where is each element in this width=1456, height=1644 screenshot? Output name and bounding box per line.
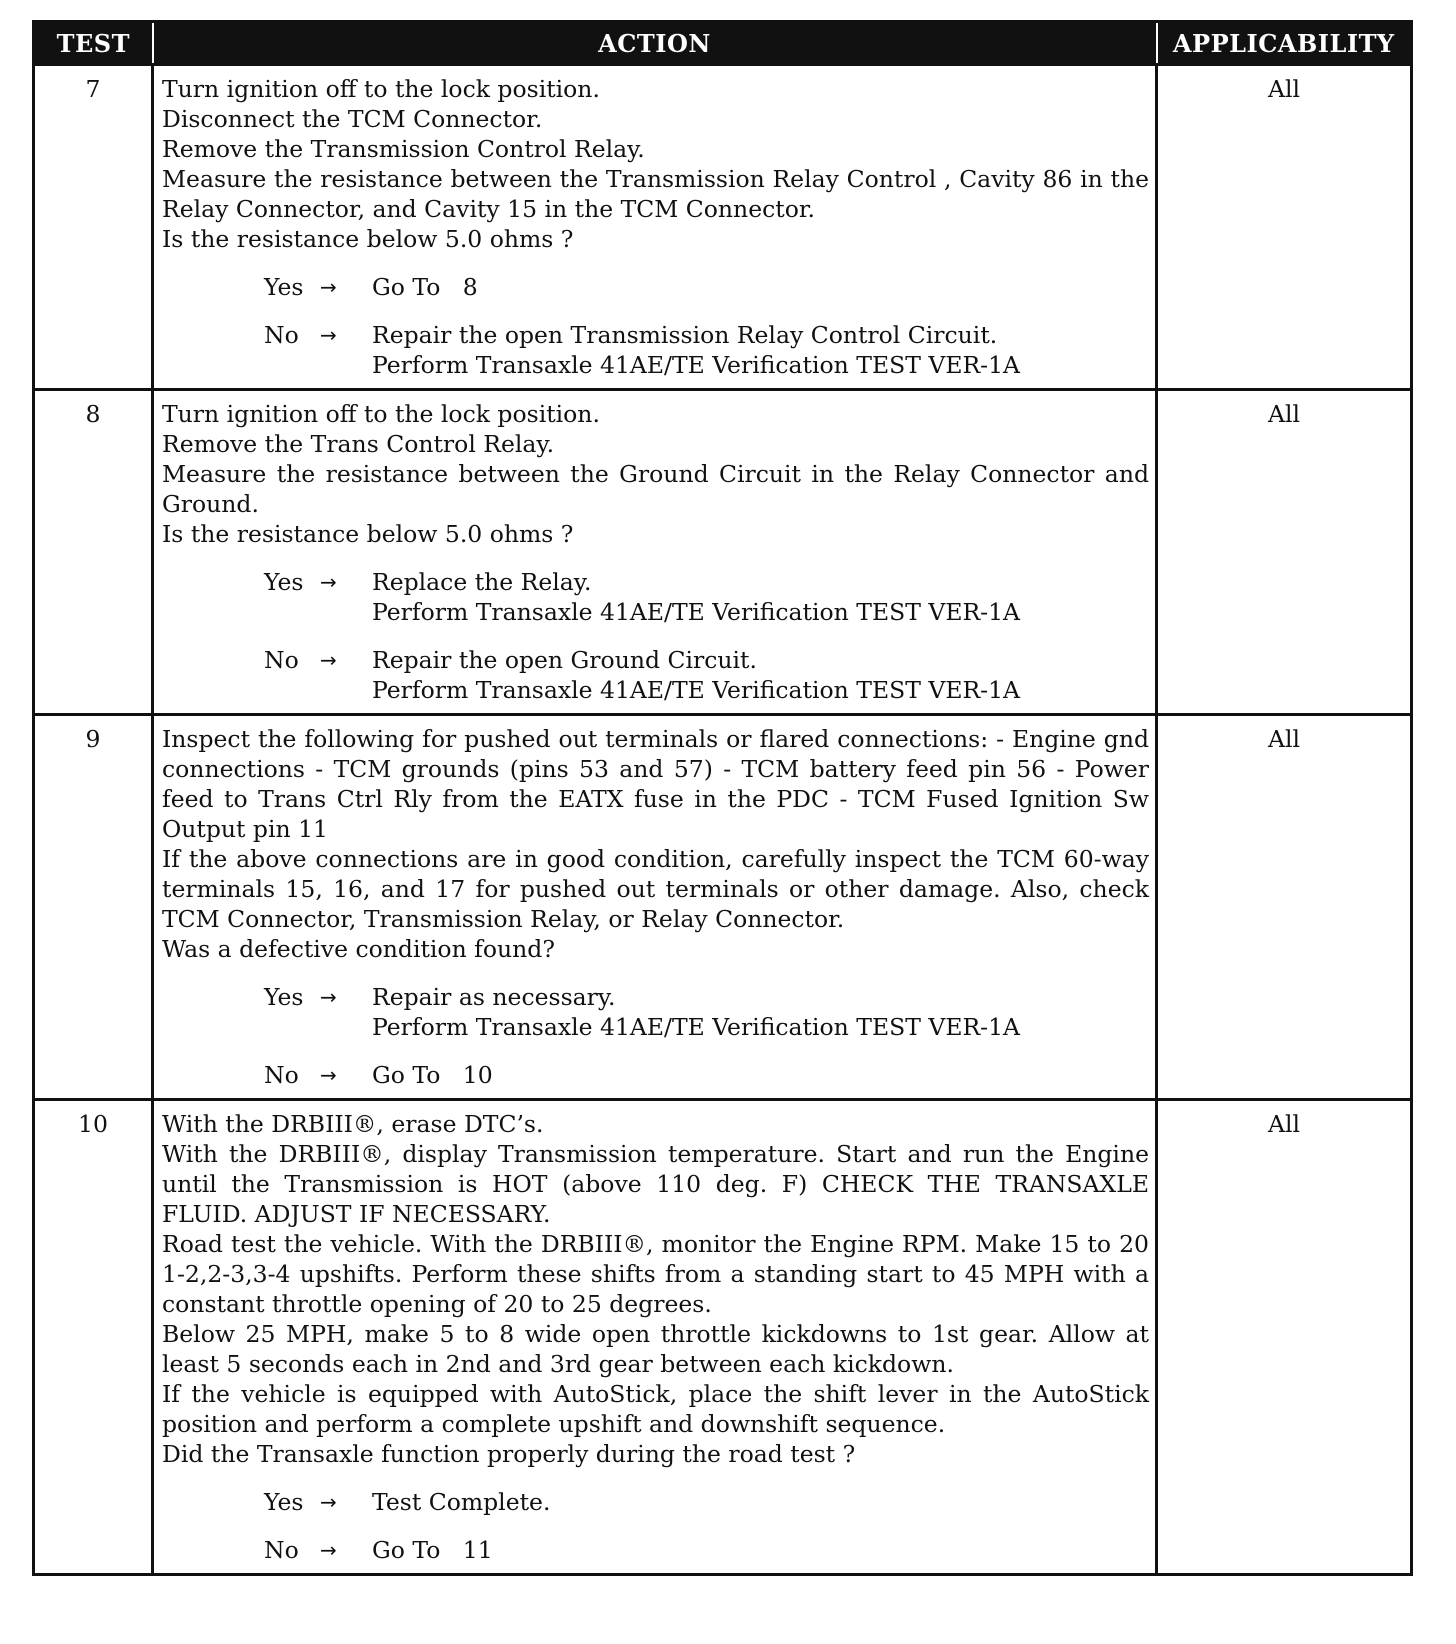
outcome-no — [264, 645, 1149, 705]
outcome-yes — [264, 1487, 1149, 1517]
action-text: Inspect the following for pushed out terminals or flared connections: - Engine gnd connections - TCM grounds (pins 53 and 57) - TCM battery feed pin 56 - Power feed to Trans Ctrl Rly from the EATX fuse in the PDC - TCM Fused Ignition Sw Output pin 11 — [162, 725, 1149, 843]
outcome-line: Replace the Relay. — [372, 568, 592, 596]
outcome-no — [264, 1535, 1149, 1565]
arrow-right-icon: → — [320, 648, 337, 672]
outcome-label: No — [264, 646, 299, 674]
action-text: Did the Transaxle function properly during the road test ? — [162, 1440, 856, 1468]
outcome-label: No — [264, 1536, 299, 1564]
outcome-label: Yes — [264, 983, 304, 1011]
outcome-text — [372, 1487, 1149, 1517]
outcome-list — [162, 1487, 1149, 1565]
action-cell — [153, 65, 1157, 390]
action-text: Was a defective condition found? — [162, 935, 555, 963]
arrow-right-icon: → — [320, 1063, 337, 1087]
action-cell — [153, 715, 1157, 1100]
outcome-line: Test Complete. — [372, 1488, 551, 1516]
arrow-right-icon: → — [320, 323, 337, 347]
arrow-right-icon: → — [320, 275, 337, 299]
action-text: Remove the Trans Control Relay. — [162, 430, 555, 458]
action-text: Remove the Transmission Control Relay. — [162, 135, 645, 163]
arrow-right-icon: → — [320, 985, 337, 1009]
test-number: 8 — [34, 390, 153, 715]
outcome-list — [162, 272, 1149, 380]
outcome-text — [372, 982, 1149, 1042]
arrow-right-icon: → — [320, 1538, 337, 1562]
outcome-text — [372, 567, 1149, 627]
test-row — [34, 1100, 1412, 1575]
test-row — [34, 715, 1412, 1100]
outcome-no — [264, 320, 1149, 380]
action-text: Measure the resistance between the Ground Circuit in the Relay Connector and Ground. — [162, 460, 1149, 518]
applicability-value: All — [1157, 390, 1412, 715]
outcome-list — [162, 567, 1149, 705]
test-number: 7 — [34, 65, 153, 390]
outcome-text — [372, 1535, 1149, 1565]
outcome-yes — [264, 272, 1149, 302]
action-cell — [153, 390, 1157, 715]
outcome-label: No — [264, 321, 299, 349]
test-number: 9 — [34, 715, 153, 1100]
header-action: ACTION — [153, 22, 1157, 65]
action-text: Turn ignition off to the lock position. — [162, 75, 600, 103]
test-row — [34, 390, 1412, 715]
action-text: Disconnect the TCM Connector. — [162, 105, 543, 133]
header-applicability: APPLICABILITY — [1157, 22, 1412, 65]
table-header — [34, 22, 1412, 65]
outcome-list — [162, 982, 1149, 1090]
header-test: TEST — [34, 22, 153, 65]
outcome-text — [372, 1060, 1149, 1090]
action-text: If the vehicle is equipped with AutoStick, place the shift lever in the AutoStick position and perform a complete upshift and downshift sequence. — [162, 1380, 1149, 1438]
outcome-text — [372, 645, 1149, 705]
outcome-line: Perform Transaxle 41AE/TE Verification TEST VER-1A — [372, 598, 1021, 626]
outcome-no — [264, 1060, 1149, 1090]
outcome-line: Repair the open Ground Circuit. — [372, 646, 757, 674]
outcome-line: Perform Transaxle 41AE/TE Verification TEST VER-1A — [372, 351, 1021, 379]
test-number: 10 — [34, 1100, 153, 1575]
applicability-value: All — [1157, 65, 1412, 390]
action-text: With the DRBIII®, display Transmission temperature. Start and run the Engine until the Transmission is HOT (above 110 deg. F) CHECK THE TRANSAXLE FLUID. ADJUST IF NECESSARY. — [162, 1140, 1149, 1228]
action-text: Is the resistance below 5.0 ohms ? — [162, 520, 574, 548]
outcome-line: Go To 10 — [372, 1061, 493, 1089]
outcome-line: Go To 8 — [372, 273, 478, 301]
header-row — [34, 22, 1412, 65]
outcome-label: Yes — [264, 568, 304, 596]
action-text: Turn ignition off to the lock position. — [162, 400, 600, 428]
diagnostic-test-table — [32, 20, 1413, 1576]
outcome-label: Yes — [264, 1488, 304, 1516]
arrow-right-icon: → — [320, 1490, 337, 1514]
table-body — [34, 65, 1412, 1575]
applicability-value: All — [1157, 1100, 1412, 1575]
outcome-line: Repair as necessary. — [372, 983, 616, 1011]
arrow-right-icon: → — [320, 570, 337, 594]
outcome-yes — [264, 982, 1149, 1042]
action-text: Below 25 MPH, make 5 to 8 wide open throttle kickdowns to 1st gear. Allow at least 5 seconds each in 2nd and 3rd gear between each kickdown. — [162, 1320, 1149, 1378]
action-text: With the DRBIII®, erase DTC’s. — [162, 1110, 544, 1138]
outcome-label: No — [264, 1061, 299, 1089]
action-cell — [153, 1100, 1157, 1575]
outcome-line: Go To 11 — [372, 1536, 493, 1564]
action-text: Road test the vehicle. With the DRBIII®, monitor the Engine RPM. Make 15 to 20 1-2,2-3,3-4 upshifts. Perform these shifts from a standing start to 45 MPH with a constant throttle opening of 20 to 25 degrees. — [162, 1230, 1149, 1318]
action-text: Is the resistance below 5.0 ohms ? — [162, 225, 574, 253]
outcome-label: Yes — [264, 273, 304, 301]
action-text: If the above connections are in good condition, carefully inspect the TCM 60-way terminals 15, 16, and 17 for pushed out terminals or other damage. Also, check TCM Connector, Transmission Relay, or Relay Connector. — [162, 845, 1149, 933]
outcome-text — [372, 320, 1149, 380]
applicability-value: All — [1157, 715, 1412, 1100]
test-row — [34, 65, 1412, 390]
action-text: Measure the resistance between the Transmission Relay Control , Cavity 86 in the Relay Connector, and Cavity 15 in the TCM Connector. — [162, 165, 1149, 223]
outcome-line: Perform Transaxle 41AE/TE Verification TEST VER-1A — [372, 676, 1021, 704]
outcome-line: Repair the open Transmission Relay Control Circuit. — [372, 321, 998, 349]
outcome-text — [372, 272, 1149, 302]
outcome-yes — [264, 567, 1149, 627]
outcome-line: Perform Transaxle 41AE/TE Verification TEST VER-1A — [372, 1013, 1021, 1041]
